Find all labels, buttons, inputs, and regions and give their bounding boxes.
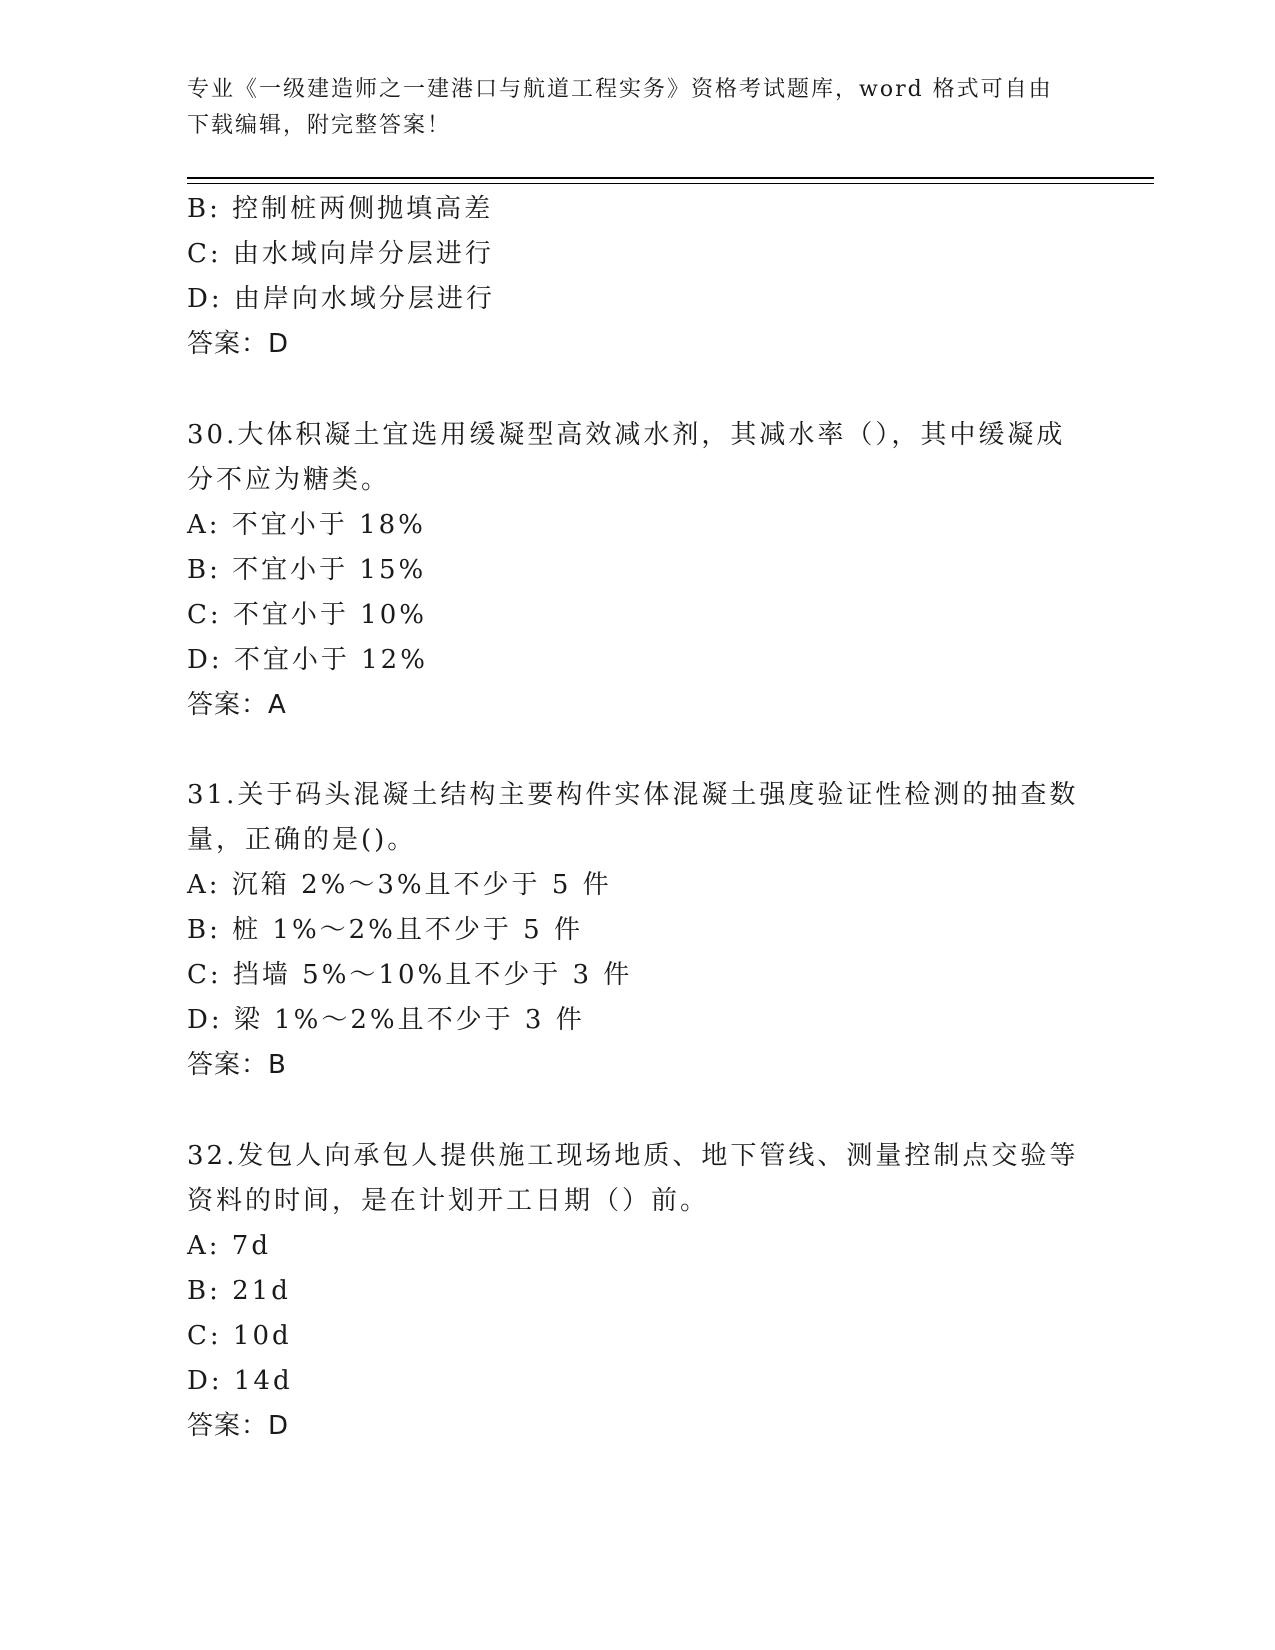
q32-stem-line-2: 资料的时间，是在计划开工日期（）前。: [187, 1186, 710, 1216]
q31-option-a: A: 沉箱 2%～3%且不少于 5 件: [187, 870, 612, 900]
q32-stem-line-1: 32.发包人向承包人提供施工现场地质、地下管线、测量控制点交验等: [187, 1141, 1079, 1171]
q31-stem-line-2: 量，正确的是()。: [187, 825, 417, 855]
q30-stem-line-1: 30.大体积凝土宜选用缓凝型高效减水剂，其减水率（），其中缓凝成: [187, 420, 1066, 450]
q32-option-a: A: 7d: [187, 1231, 271, 1261]
q30-option-d: D: 不宜小于 12%: [187, 645, 428, 675]
q31-answer: 答案：B: [187, 1050, 287, 1080]
q32-answer: 答案：D: [187, 1411, 290, 1441]
q30-option-a: A: 不宜小于 18%: [187, 510, 426, 540]
q29-option-c: C: 由水域向岸分层进行: [187, 239, 494, 269]
q29-answer: 答案：D: [187, 329, 290, 359]
q31-option-b: B: 桩 1%～2%且不少于 5 件: [187, 915, 583, 945]
q29-option-d: D: 由岸向水域分层进行: [187, 284, 495, 314]
q32-option-c: C: 10d: [187, 1321, 292, 1351]
document-header: [187, 72, 1067, 144]
header-divider-thick: [187, 177, 1154, 179]
q30-option-b: B: 不宜小于 15%: [187, 555, 427, 585]
q31-stem-line-1: 31.关于码头混凝土结构主要构件实体混凝土强度验证性检测的抽查数: [187, 780, 1079, 810]
q32-option-d: D: 14d: [187, 1366, 293, 1396]
q30-stem-line-2: 分不应为糖类。: [187, 465, 391, 495]
q30-option-c: C: 不宜小于 10%: [187, 600, 427, 630]
q29-option-b: B: 控制桩两侧抛填高差: [187, 194, 494, 224]
q32-option-b: B: 21d: [187, 1276, 291, 1306]
header-line-2: 下载编辑，附完整答案！: [187, 113, 452, 138]
q31-option-d: D: 梁 1%～2%且不少于 3 件: [187, 1005, 585, 1035]
q31-option-c: C: 挡墙 5%～10%且不少于 3 件: [187, 960, 633, 990]
q30-answer: 答案：A: [187, 690, 287, 720]
header-line-1: 专业《一级建造师之一建港口与航道工程实务》资格考试题库，word 格式可自由: [187, 77, 1053, 102]
header-divider-thin: [187, 183, 1154, 184]
